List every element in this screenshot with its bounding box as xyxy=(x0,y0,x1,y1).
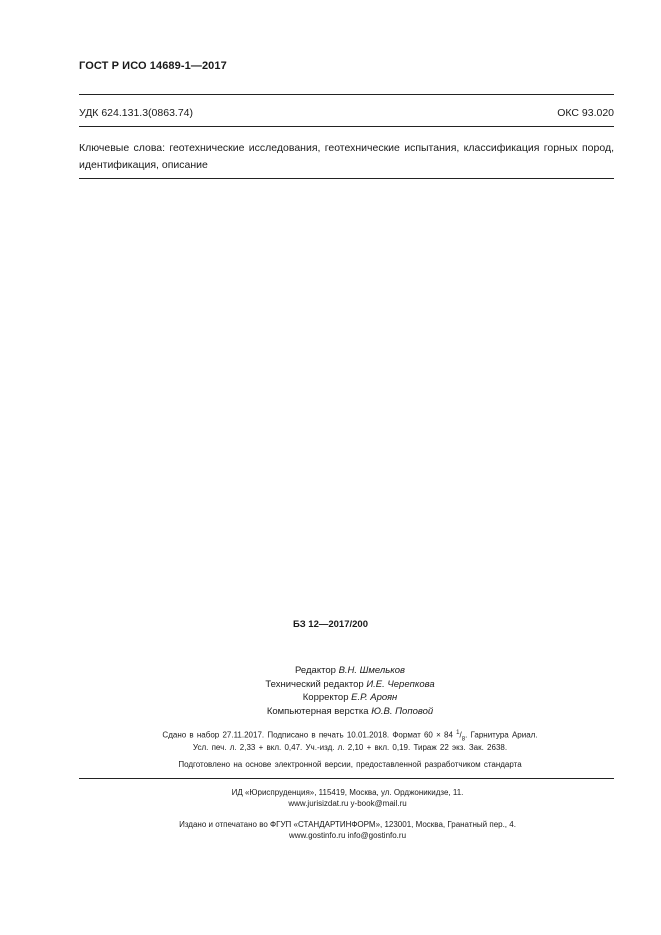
staff-line-tech-editor: Технический редактор И.Е. Черепкова xyxy=(265,678,435,690)
staff-line-corrector: Корректор Е.Р. Ароян xyxy=(302,692,398,703)
staff-line-layout: Компьютерная верстка Ю.В. Поповой xyxy=(266,705,434,717)
publisher-block-2 xyxy=(80,819,615,841)
publisher-block-1 xyxy=(80,787,615,809)
udc-code: УДК 624.131.3(0863.74) xyxy=(79,107,194,119)
imprint-line-1: Сдано в набор 27.11.2017. Подписано в печать 10.01.2018. Формат 60 × 84 $^1/_8$. Гарнитура Ариал. xyxy=(162,730,538,743)
classification-divider xyxy=(79,126,614,127)
imprint-line-3: Подготовлено на основе электронной версии, предоставленной разработчиком стандарта xyxy=(178,760,522,769)
publisher-divider xyxy=(79,778,614,779)
staff-credits xyxy=(200,664,500,718)
keywords-paragraph: Ключевые слова: геотехнические исследования, геотехнические испытания, классификация горных пород, идентификация, описание xyxy=(79,142,614,171)
staff-line-editor: Редактор В.Н. Шмельков xyxy=(295,665,405,676)
publisher-line-3: Издано и отпечатано во ФГУП «СТАНДАРТИНФОРМ», 123001, Москва, Гранатный пер., 4. xyxy=(179,820,516,829)
standard-designation: ГОСТ Р ИСО 14689-1—2017 xyxy=(79,60,227,72)
top-divider xyxy=(79,94,614,95)
publisher-line-1: ИД «Юриспруденция», 115419, Москва, ул. Орджоникидзе, 11. xyxy=(231,788,464,797)
publisher-line-4: www.gostinfo.ru info@gostinfo.ru xyxy=(288,831,407,840)
imprint-line-2: Усл. печ. л. 2,33 + вкл. 0,47. Уч.-изд. л. 2,10 + вкл. 0,19. Тираж 22 экз. Зак. 2638. xyxy=(192,743,508,752)
bz-number: БЗ 12—2017/200 xyxy=(293,619,368,630)
publisher-line-2: www.jurisizdat.ru y-book@mail.ru xyxy=(288,799,407,808)
oks-code: ОКС 93.020 xyxy=(557,107,614,119)
keywords-divider xyxy=(79,178,614,179)
